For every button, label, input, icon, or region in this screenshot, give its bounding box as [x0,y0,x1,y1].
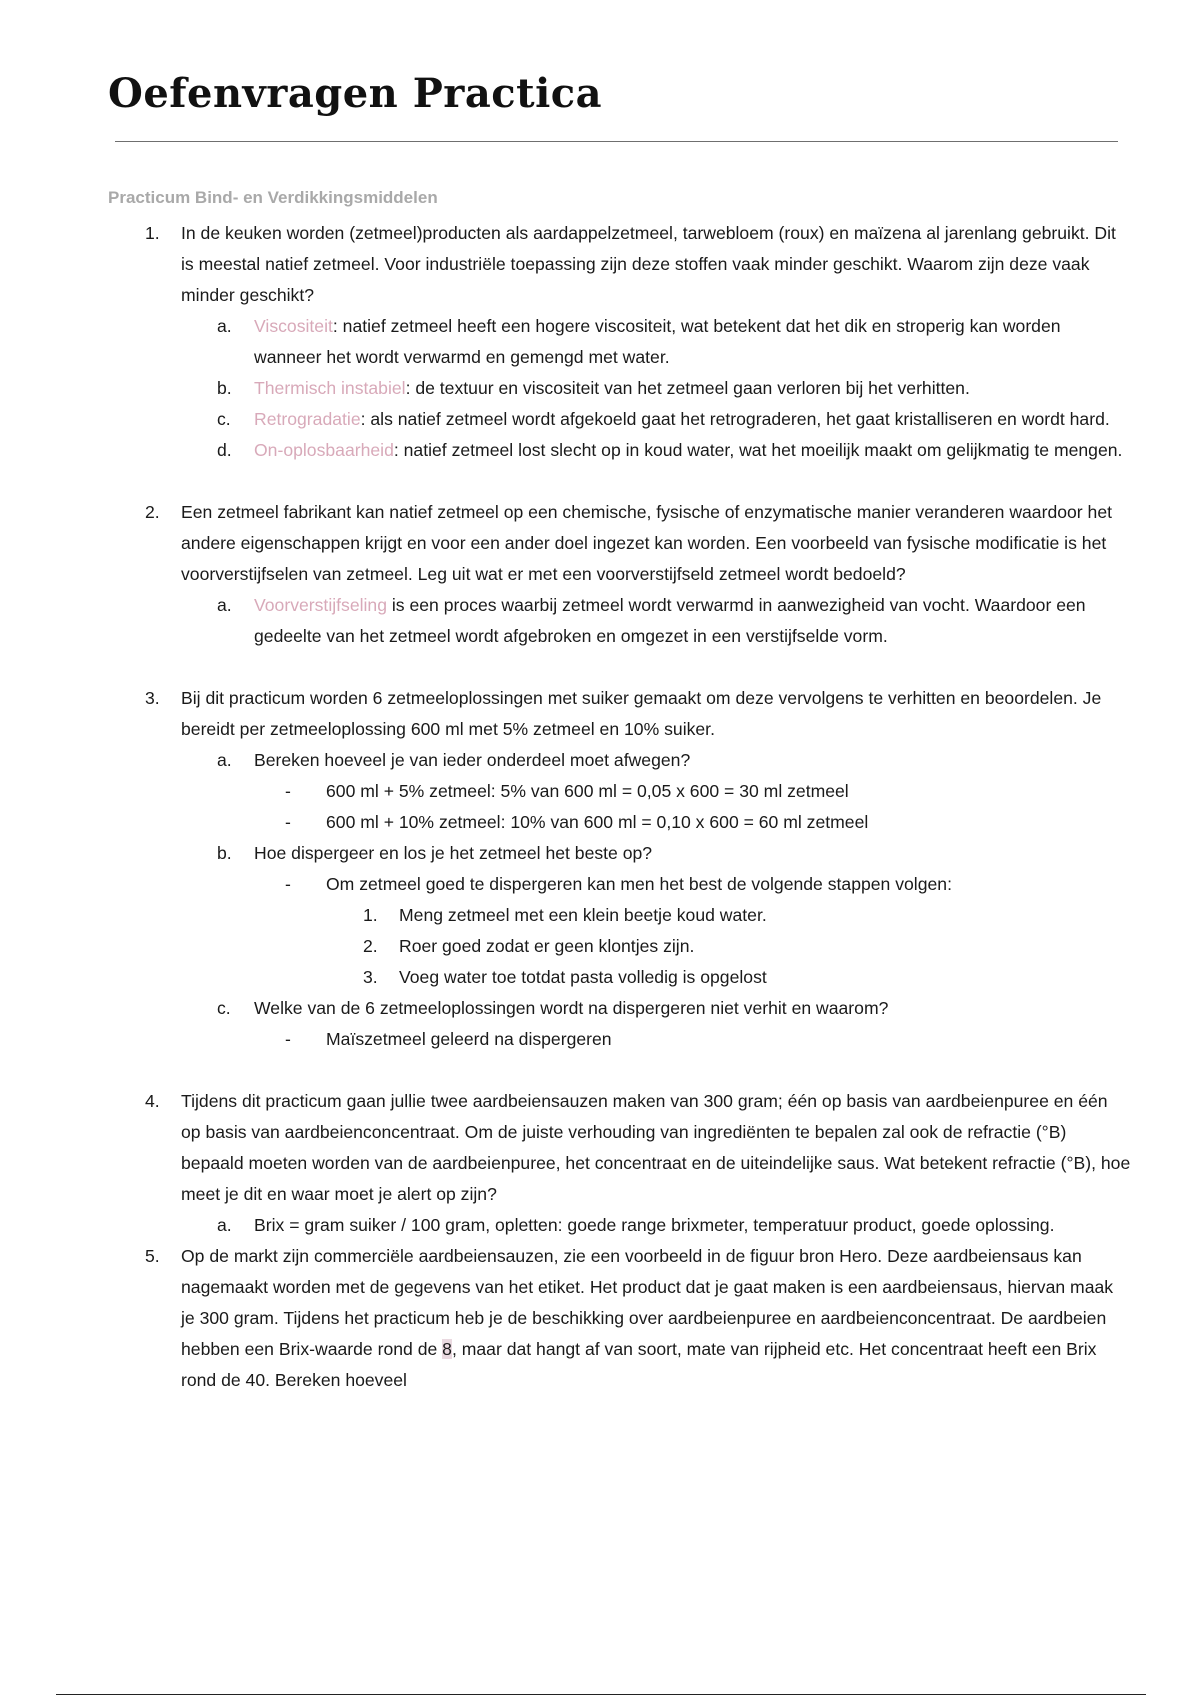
answer-term: On-oplosbaarheid [254,440,394,460]
step-text: Meng zetmeel met een klein beetje koud water. [399,905,767,925]
question-text-part: , maar dat hangt af van soort, mate van rijpheid etc. Het concentraat heeft een Brix rond de 40. Bereken hoeveel [181,1339,1097,1390]
answer-item [0,1210,1200,1241]
highlighted-value: 8 [442,1339,452,1359]
sub-question-text: Bereken hoeveel je van ieder onderdeel moet afwegen? [254,750,691,770]
answer-text: Brix = gram suiker / 100 gram, opletten: goede range brixmeter, temperatuur product, goede oplossing. [254,1215,1055,1235]
step-text: Voeg water toe totdat pasta volledig is opgelost [399,967,767,987]
dash-text: Maïszetmeel geleerd na dispergeren [326,1029,612,1049]
answer-text [254,311,1132,373]
answer-label: b. [217,843,232,863]
question-text: Tijdens dit practicum gaan jullie twee aardbeiensauzen maken van 300 gram; één op basis van aardbeienpuree en één op basis van aardbeienconcentraat. Om de juiste verhouding van ingrediënten te bepalen zal ook de refractie (°B) bepaald moeten worden van de aardbeienpuree, het concentraat en de uiteindelijke saus. Wat betekent refractie (°B), hoe meet je dit en waar moet je alert op zijn? [181,1091,1131,1204]
question-2 [0,497,1200,590]
answer-label: a. [217,1215,232,1235]
dash-text: 600 ml + 10% zetmeel: 10% van 600 ml = 0,10 x 600 = 60 ml zetmeel [326,812,869,832]
answer-text [254,404,1132,435]
step-number: 3. [363,967,378,987]
sub-question-text: Welke van de 6 zetmeeloplossingen wordt na dispergeren niet verhit en waarom? [254,998,889,1018]
dash-item [0,1024,1200,1055]
sub-question-c [0,993,1200,1024]
answer-item [0,311,1200,373]
question-5 [0,1241,1200,1396]
answer-label: d. [217,440,232,460]
step-item [0,962,1200,993]
question-text [181,1241,1131,1396]
document-body [0,218,1200,1396]
dash-text: 600 ml + 5% zetmeel: 5% van 600 ml = 0,05 x 600 = 30 ml zetmeel [326,781,849,801]
answer-label: a. [217,750,232,770]
dash-item [0,869,1200,900]
question-number: 2. [145,502,160,522]
page-bottom-border [56,1694,1146,1695]
question-text: In de keuken worden (zetmeel)producten als aardappelzetmeel, tarwebloem (roux) en maïzena al jarenlang gebruikt. Dit is meestal natief zetmeel. Voor industriële toepassing zijn deze stoffen vaak minder geschikt. Waarom zijn deze vaak minder geschikt? [181,223,1116,305]
sub-question-b [0,838,1200,869]
step-number: 1. [363,905,378,925]
dash-item [0,776,1200,807]
answer-text [254,590,1132,652]
answer-item [0,373,1200,404]
spacer [0,652,1200,683]
answer-item [0,590,1200,652]
answer-body: : natief zetmeel lost slecht op in koud water, wat het moeilijk maakt om gelijkmatig te mengen. [393,440,1123,460]
title-divider [115,141,1118,142]
answer-label: a. [217,595,232,615]
question-number: 5. [145,1246,160,1266]
spacer [0,1055,1200,1086]
page-title: Oefenvragen Practica [108,70,603,117]
answer-label: a. [217,316,232,336]
answer-body: : de textuur en viscositeit van het zetmeel gaan verloren bij het verhitten. [405,378,970,398]
step-item [0,900,1200,931]
step-text: Roer goed zodat er geen klontjes zijn. [399,936,695,956]
answer-label: c. [217,998,231,1018]
answer-body: : als natief zetmeel wordt afgekoeld gaat het retrograderen, het gaat kristalliseren en wordt hard. [360,409,1110,429]
question-3 [0,683,1200,745]
spacer [0,466,1200,497]
question-4 [0,1086,1200,1210]
question-number: 4. [145,1091,160,1111]
question-1 [0,218,1200,311]
answer-label: c. [217,409,231,429]
answer-item [0,435,1200,466]
answer-body: : natief zetmeel heeft een hogere viscositeit, wat betekent dat het dik en stroperig kan worden wanneer het wordt verwarmd en gemengd met water. [254,316,1061,367]
section-heading: Practicum Bind- en Verdikkingsmiddelen [108,188,438,207]
dash-bullet: - [285,874,291,894]
sub-question-a [0,745,1200,776]
dash-bullet: - [285,812,291,832]
answer-term: Thermisch instabiel [254,378,406,398]
question-number: 1. [145,223,160,243]
answer-term: Retrogradatie [254,409,361,429]
dash-item [0,807,1200,838]
answer-term: Voorverstijfseling [254,595,387,615]
answer-text [254,373,1132,404]
answer-item [0,404,1200,435]
question-text-part: Op de markt zijn commerciële aardbeiensauzen, zie een voorbeeld in de figuur bron Hero. Deze aardbeiensaus kan nagemaakt worden met de gegevens van het etiket. Het product dat je gaat maken is een aardbeiensaus, hiervan maak je 300 gram. Tijdens het practicum heb je de beschikking over aardbeienpuree en aardbeienconcentraat. De aardbeien hebben een Brix-waarde rond de [181,1246,1114,1359]
question-text: Een zetmeel fabrikant kan natief zetmeel op een chemische, fysische of enzymatische manier veranderen waardoor het andere eigenschappen krijgt en voor een ander doel ingezet kan worden. Een voorbeeld van fysische modificatie is het voorverstijfselen van zetmeel. Leg uit wat er met een voorverstijfseld zetmeel wordt bedoeld? [181,502,1113,584]
step-number: 2. [363,936,378,956]
sub-question-text: Hoe dispergeer en los je het zetmeel het beste op? [254,843,653,863]
answer-term: Viscositeit [254,316,333,336]
dash-bullet: - [285,781,291,801]
dash-bullet: - [285,1029,291,1049]
question-number: 3. [145,688,160,708]
question-text: Bij dit practicum worden 6 zetmeeloplossingen met suiker gemaakt om deze vervolgens te verhitten en beoordelen. Je bereidt per zetmeeloplossing 600 ml met 5% zetmeel en 10% suiker. [181,688,1102,739]
dash-text: Om zetmeel goed te dispergeren kan men het best de volgende stappen volgen: [326,874,952,894]
step-item [0,931,1200,962]
answer-body: is een proces waarbij zetmeel wordt verwarmd in aanwezigheid van vocht. Waardoor een gedeelte van het zetmeel wordt afgebroken en omgezet in een verstijfselde vorm. [254,595,1086,646]
answer-label: b. [217,378,232,398]
answer-text [254,435,1132,466]
